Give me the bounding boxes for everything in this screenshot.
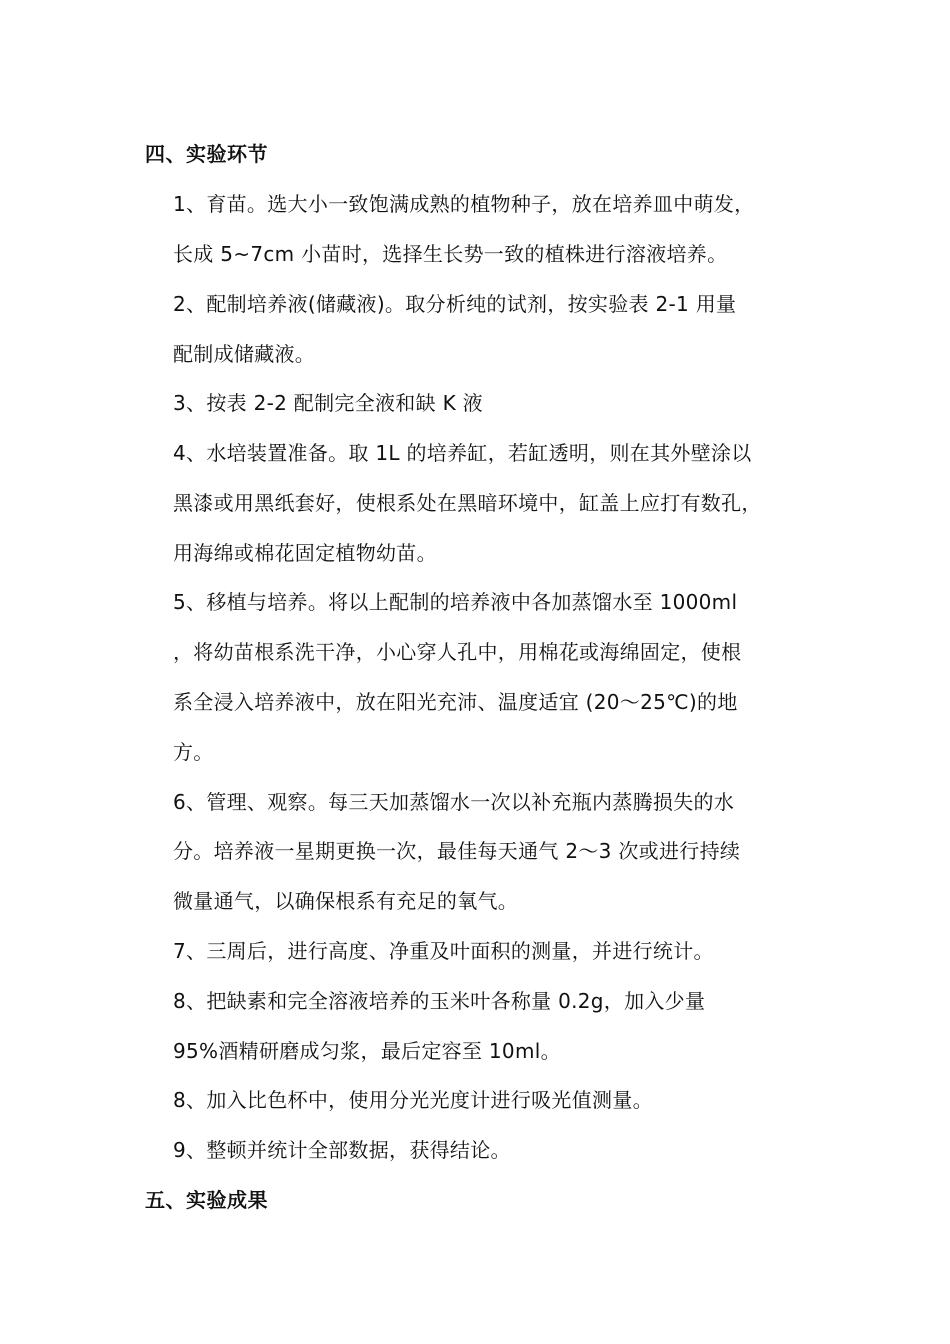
step-line: 4、水培装置准备。取 1L 的培养缸，若缸透明，则在其外壁涂以 [173, 441, 752, 465]
step-line: 用海绵或棉花固定植物幼苗。 [173, 541, 437, 565]
step-line: 95%酒精研磨成匀浆，最后定容至 10ml。 [173, 1039, 561, 1063]
step-line: 9、整顿并统计全部数据，获得结论。 [173, 1138, 511, 1162]
step-line: 6、管理、观察。每三天加蒸馏水一次以补充瓶内蒸腾损失的水 [173, 790, 735, 814]
step-line: 8、把缺素和完全溶液培养的玉米叶各称量 0.2g，加入少量 [173, 989, 706, 1013]
step-line: ，将幼苗根系洗干净，小心穿人孔中，用棉花或海绵固定，使根 [173, 640, 742, 664]
step-line: 长成 5~7cm 小苗时，选择生长势一致的植株进行溶液培养。 [173, 242, 728, 266]
step-line: 方。 [173, 740, 214, 764]
step-line: 2、配制培养液(储藏液)。取分析纯的试剂，按实验表 2-1 用量 [173, 292, 737, 316]
step-line: 1、育苗。选大小一致饱满成熟的植物种子，放在培养皿中萌发， [173, 192, 755, 216]
step-line: 分。培养液一星期更换一次，最佳每天通气 2～3 次或进行持续 [173, 839, 741, 863]
step-line: 配制成储藏液。 [173, 342, 316, 366]
step-line: 5、移植与培养。将以上配制的培养液中各加蒸馏水至 1000ml [173, 590, 738, 614]
step-line: 微量通气，以确保根系有充足的氧气。 [173, 889, 519, 913]
section-heading-experiment-results: 五、实验成果 [145, 1188, 268, 1212]
step-line: 黑漆或用黑纸套好，使根系处在黑暗环境中，缸盖上应打有数孔， [173, 491, 762, 515]
section-heading-experiment-steps: 四、实验环节 [145, 142, 268, 166]
step-line: 8、加入比色杯中，使用分光光度计进行吸光值测量。 [173, 1088, 653, 1112]
step-line: 3、按表 2-2 配制完全液和缺 K 液 [173, 391, 483, 415]
step-line: 系全浸入培养液中，放在阳光充沛、温度适宜 (20～25℃)的地 [173, 690, 738, 714]
step-line: 7、三周后，进行高度、净重及叶面积的测量，并进行统计。 [173, 939, 714, 963]
